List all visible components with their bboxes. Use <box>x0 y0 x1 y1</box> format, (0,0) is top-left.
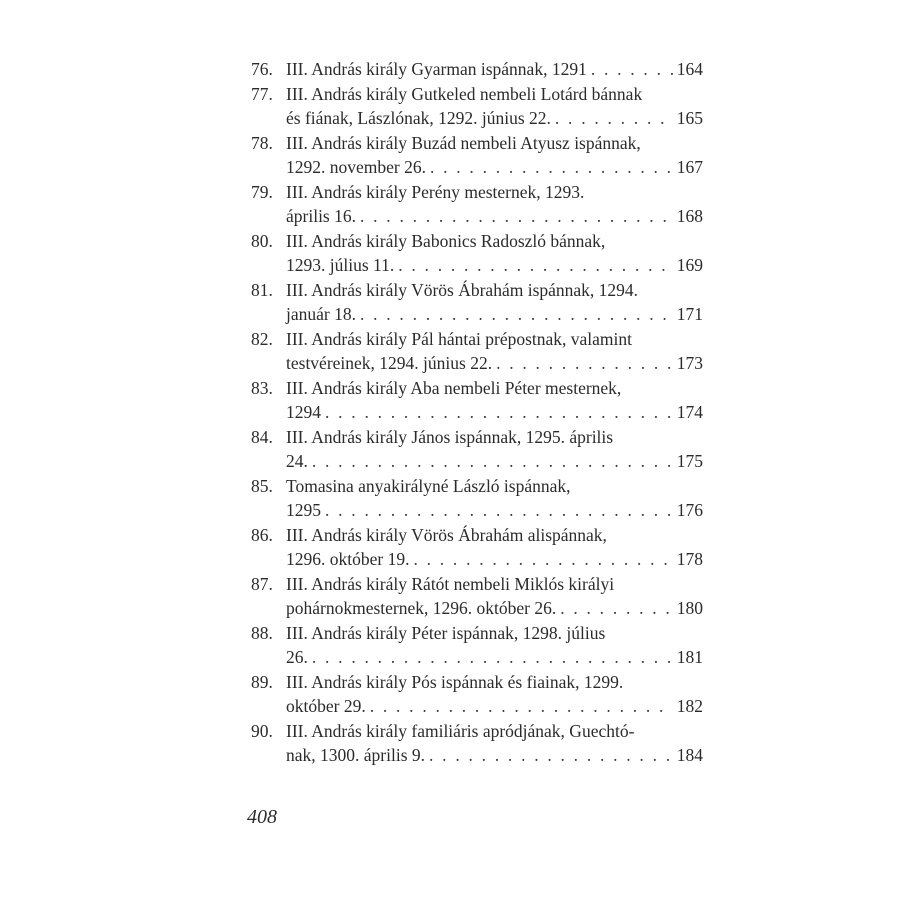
dot-leader <box>370 694 673 719</box>
entry-text: testvéreinek, 1294. június 22. <box>286 353 493 373</box>
entry-text: április 16. <box>286 206 356 226</box>
entry-page: 168 <box>676 206 703 226</box>
entry-number: 79. <box>251 181 273 202</box>
entry-text: 1293. július 11. <box>286 255 395 275</box>
table-of-contents <box>251 57 703 768</box>
entry-text: 1294 <box>286 402 321 422</box>
toc-entry-83 <box>251 376 703 425</box>
entry-line: III. András király Rátót nembeli Miklós királyi <box>286 573 615 594</box>
toc-entry-80 <box>251 229 703 278</box>
entry-text: 24. <box>286 451 308 471</box>
toc-entry-81 <box>251 278 703 327</box>
dot-leader <box>360 302 673 327</box>
entry-line: Tomasina anyakirályné László ispánnak, <box>286 475 571 496</box>
entry-page: 164 <box>676 59 703 79</box>
entry-line: III. András király Buzád nembeli Atyusz ispánnak, <box>286 132 641 153</box>
entry-line: III. András király Gutkeled nembeli Lotárd bánnak <box>286 83 643 104</box>
entry-last-line <box>286 351 703 376</box>
entry-last-line <box>286 596 703 621</box>
entry-number: 84. <box>251 426 273 447</box>
toc-entry-76 <box>251 57 703 82</box>
entry-last-line <box>286 694 703 719</box>
entry-page: 181 <box>676 647 703 667</box>
entry-page: 176 <box>676 500 703 520</box>
entry-line: III. András király Pál hántai prépostnak, valamint <box>286 328 633 349</box>
entry-line: III. András király Péter ispánnak, 1298. július <box>286 622 606 643</box>
dot-leader <box>591 57 673 82</box>
entry-number: 76. <box>251 59 273 79</box>
entry-text: január 18. <box>286 304 356 324</box>
dot-leader <box>429 743 673 768</box>
entry-number: 80. <box>251 230 273 251</box>
entry-page: 171 <box>676 304 703 324</box>
entry-line: III. András király János ispánnak, 1295. április <box>286 426 614 447</box>
entry-text: 1292. november 26. <box>286 157 426 177</box>
entry-number: 86. <box>251 524 273 545</box>
entry-text: pohárnokmesternek, 1296. október 26. <box>286 598 557 618</box>
entry-page: 184 <box>676 745 703 765</box>
dot-leader <box>325 498 673 523</box>
entry-last-line <box>286 302 703 327</box>
entry-line: III. András király Pós ispánnak és fiainak, 1299. <box>286 671 624 692</box>
entry-page: 182 <box>676 696 703 716</box>
entry-last-line <box>286 743 703 768</box>
entry-text: 1296. október 19. <box>286 549 410 569</box>
dot-leader <box>398 253 673 278</box>
entry-line: III. András király Vörös Ábrahám alispánnak, <box>286 524 607 545</box>
entry-text: október 29. <box>286 696 366 716</box>
entry-last-line <box>286 155 703 180</box>
entry-number: 81. <box>251 279 273 300</box>
entry-last-line <box>286 645 703 670</box>
entry-line: III. András király Aba nembeli Péter mesternek, <box>286 377 622 398</box>
entry-text: 1295 <box>286 500 321 520</box>
toc-entry-78 <box>251 131 703 180</box>
entry-text: III. András király Gyarman ispánnak, 1291 <box>286 59 587 79</box>
toc-entry-88 <box>251 621 703 670</box>
entry-page: 173 <box>676 353 703 373</box>
entry-last-line <box>286 547 703 572</box>
toc-entry-86 <box>251 523 703 572</box>
toc-entry-84 <box>251 425 703 474</box>
entry-last-line <box>286 498 703 523</box>
entry-number: 78. <box>251 132 273 153</box>
entry-number: 90. <box>251 720 273 741</box>
entry-last-line <box>286 253 703 278</box>
dot-leader <box>312 645 673 670</box>
dot-leader <box>413 547 672 572</box>
dot-leader <box>496 351 673 376</box>
entry-page: 165 <box>676 108 703 128</box>
toc-entry-85 <box>251 474 703 523</box>
entry-last-line <box>286 106 703 131</box>
dot-leader <box>312 449 673 474</box>
entry-number: 85. <box>251 475 273 496</box>
toc-entry-90 <box>251 719 703 768</box>
entry-page: 167 <box>676 157 703 177</box>
entry-page: 174 <box>676 402 703 422</box>
entry-line: III. András király Babonics Radoszló bánnak, <box>286 230 606 251</box>
dot-leader <box>360 204 673 229</box>
page-number: 408 <box>247 806 277 828</box>
dot-leader <box>325 400 673 425</box>
entry-number: 88. <box>251 622 273 643</box>
entry-number: 83. <box>251 377 273 398</box>
entry-page: 175 <box>676 451 703 471</box>
entry-line: III. András király Vörös Ábrahám ispánnak, 1294. <box>286 279 639 300</box>
entry-last-line <box>286 204 703 229</box>
entry-line: III. András király Perény mesternek, 1293. <box>286 181 585 202</box>
entry-text: nak, 1300. április 9. <box>286 745 426 765</box>
toc-entry-89 <box>251 670 703 719</box>
entry-page: 169 <box>676 255 703 275</box>
dot-leader <box>555 106 673 131</box>
dot-leader <box>430 155 673 180</box>
entry-last-line <box>286 449 703 474</box>
entry-text: 26. <box>286 647 308 667</box>
toc-entry-87 <box>251 572 703 621</box>
entry-text: és fiának, Lászlónak, 1292. június 22. <box>286 108 551 128</box>
entry-last-line <box>286 57 703 82</box>
entry-line: III. András király familiáris apródjának, Guechtó- <box>286 720 635 741</box>
entry-last-line <box>286 400 703 425</box>
toc-entry-79 <box>251 180 703 229</box>
entry-page: 180 <box>676 598 703 618</box>
entry-number: 77. <box>251 83 273 104</box>
entry-number: 82. <box>251 328 273 349</box>
dot-leader <box>560 596 673 621</box>
entry-number: 89. <box>251 671 273 692</box>
entry-page: 178 <box>676 549 703 569</box>
toc-entry-82 <box>251 327 703 376</box>
toc-entry-77 <box>251 82 703 131</box>
entry-number: 87. <box>251 573 273 594</box>
